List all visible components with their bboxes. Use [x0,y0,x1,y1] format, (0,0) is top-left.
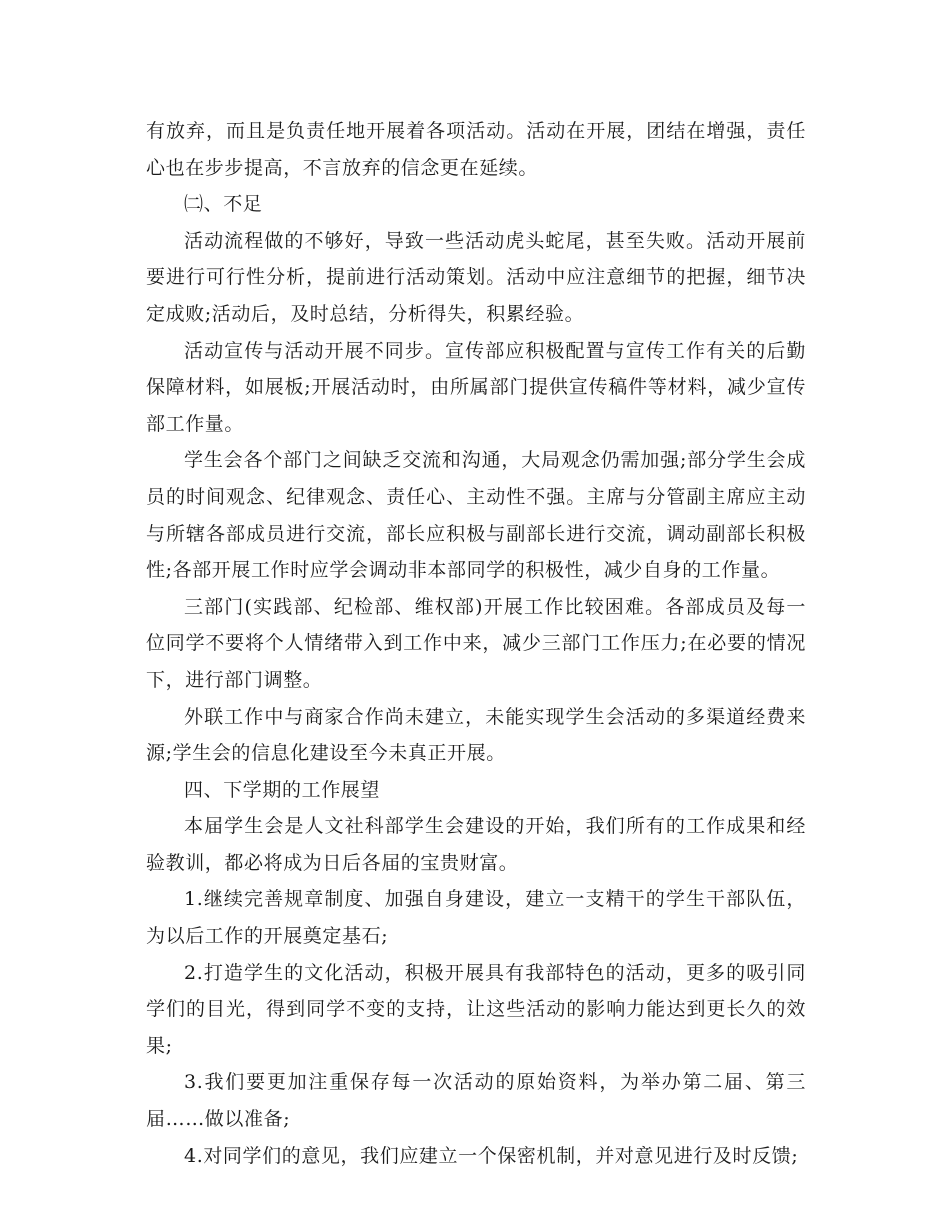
paragraph: 三部门(实践部、纪检部、维权部)开展工作比较困难。各部成员及每一位同学不要将个人情绪带入到工作中来，减少三部门工作压力;在必要的情况下，进行部门调整。 [146,595,806,691]
list-item: 1.继续完善规章制度、加强自身建设，建立一支精干的学生干部队伍，为以后工作的开展奠定基石; [146,888,806,948]
paragraph: 本届学生会是人文社科部学生会建设的开始，我们所有的工作成果和经验教训，都必将成为日后各届的宝贵财富。 [146,815,806,874]
document-body [146,113,806,1174]
paragraph: 有放弃，而且是负责任地开展着各项活动。活动在开展，团结在增强，责任心也在步步提高，不言放弃的信念更在延续。 [146,120,806,179]
paragraph: 外联工作中与商家合作尚未建立，未能实现学生会活动的多渠道经费来源;学生会的信息化建设至今未真正开展。 [146,705,806,765]
list-item: 4.对同学们的意见，我们应建立一个保密机制，并对意见进行及时反馈; [184,1144,799,1167]
list-item: 2.打造学生的文化活动，积极开展具有我部特色的活动，更多的吸引同学们的目光，得到同学不变的支持，让这些活动的影响力能达到更长久的效果; [146,961,806,1057]
paragraph: 活动流程做的不够好，导致一些活动虎头蛇尾，甚至失败。活动开展前要进行可行性分析，提前进行活动策划。活动中应注意细节的把握，细节决定成败;活动后，及时总结，分析得失，积累经验。 [146,229,806,325]
paragraph: 学生会各个部门之间缺乏交流和沟通，大局观念仍需加强;部分学生会成员的时间观念、纪律观念、责任心、主动性不强。主席与分管副主席应主动与所辖各部成员进行交流，部长应积极与副部长进行交流，调动副部长积极性;各部开展工作时应学会调动非本部同学的积极性，减少自身的工作量。 [146,449,806,582]
section-heading-outlook: 四、下学期的工作展望 [184,778,381,801]
section-heading-shortcomings: ㈡、不足 [184,193,263,216]
paragraph: 活动宣传与活动开展不同步。宣传部应积极配置与宣传工作有关的后勤保障材料，如展板;开展活动时，由所属部门提供宣传稿件等材料，减少宣传部工作量。 [146,339,806,435]
list-item: 3.我们要更加注重保存每一次活动的原始资料，为举办第二届、第三届……做以准备; [146,1071,806,1131]
